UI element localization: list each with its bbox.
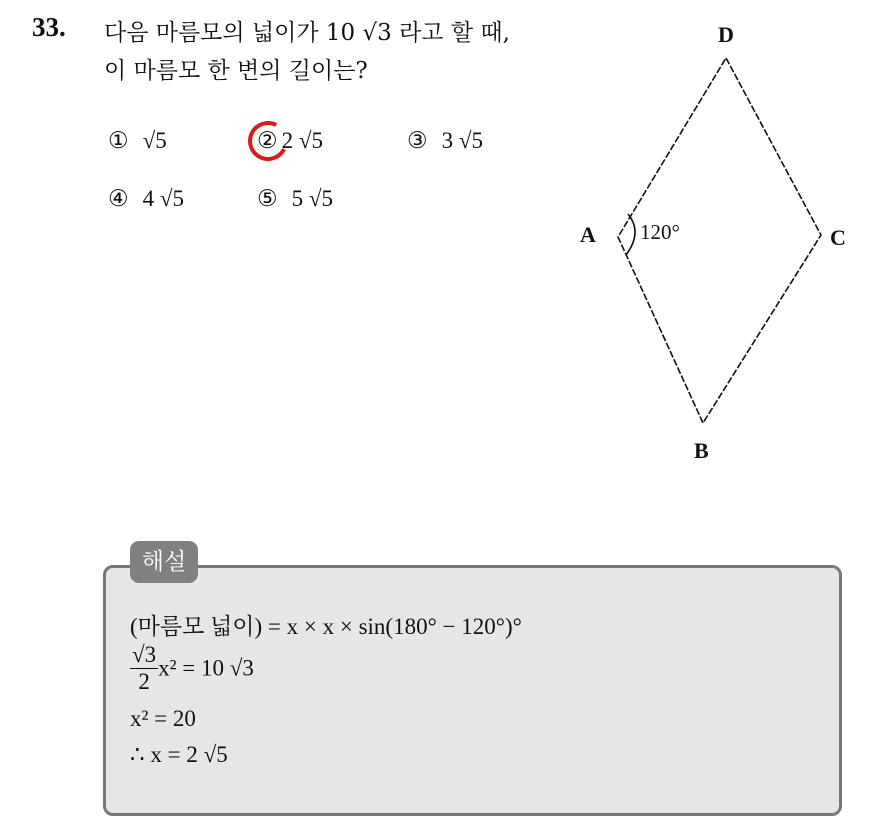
solution-line3: x² = 20 [130, 706, 196, 731]
choice-number: ③ [407, 128, 428, 154]
choice-number: ① [108, 128, 129, 154]
solution-line4: ∴ x = 2 √5 [130, 742, 228, 767]
choice-value: 2 √5 [281, 128, 323, 153]
vertex-label-c: C [830, 225, 846, 250]
vertex-label-d: D [718, 22, 734, 47]
question-number: 33. [32, 12, 66, 42]
fraction-denominator: 2 [138, 669, 150, 694]
solution-line1: (마름모 넓이) = x × x × sin(180° − 120°)° [130, 614, 522, 639]
vertex-label-b: B [694, 438, 709, 463]
choice-value: √5 [142, 128, 167, 153]
choice-value: 5 √5 [291, 186, 333, 211]
vertex-label-a: A [580, 222, 596, 247]
question-text-line2: 이 마름모 한 변의 길이는? [104, 58, 368, 84]
solution-tag: 해설 [130, 541, 198, 583]
choice-number: ② [257, 128, 278, 154]
choice-value: 3 √5 [441, 128, 483, 153]
fraction [130, 642, 158, 695]
choice-value: 4 √5 [142, 186, 184, 211]
angle-label: 120° [640, 220, 680, 244]
fraction-numerator: √3 [132, 642, 157, 667]
choice-number: ⑤ [257, 186, 278, 212]
angle-arc [626, 214, 635, 255]
choice-number: ④ [108, 186, 129, 212]
solution-line2-rest: x² = 10 √3 [158, 655, 254, 681]
question-text-line1: 다음 마름모의 넓이가 10 √3 라고 할 때, [104, 20, 510, 46]
solution-line2 [130, 642, 254, 695]
